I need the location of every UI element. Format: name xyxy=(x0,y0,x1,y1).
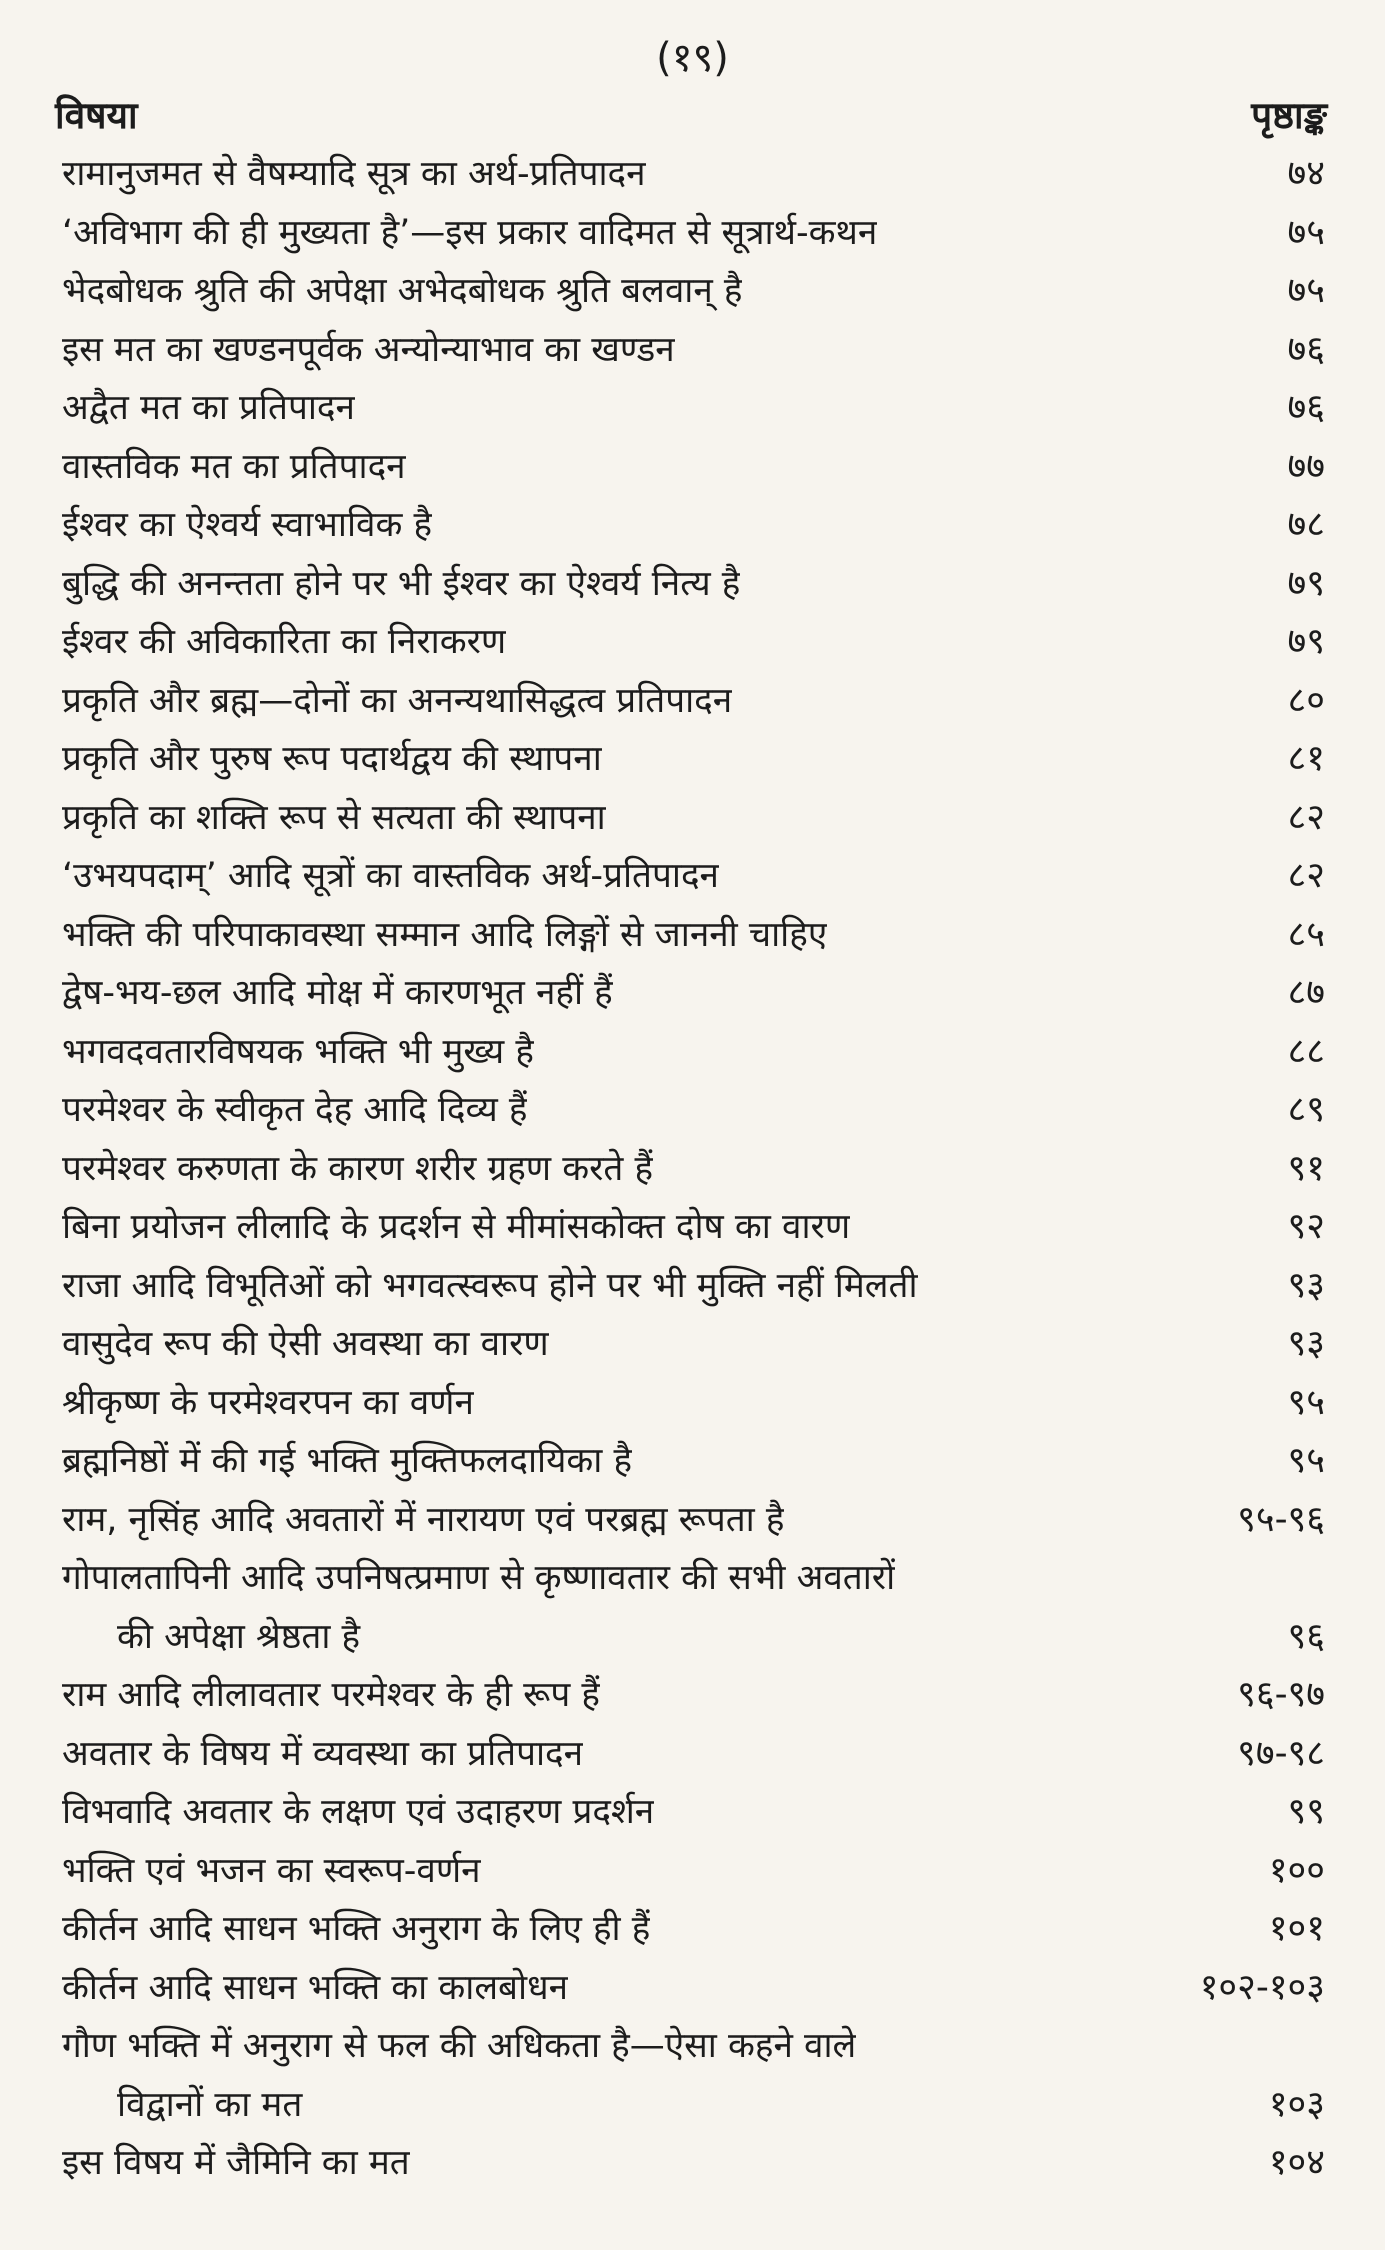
subject-column-heading: विषया xyxy=(55,94,138,137)
toc-entry-page: ७९ xyxy=(1287,621,1325,662)
toc-entry-page: ९५ xyxy=(1287,1381,1325,1423)
toc-entry-title xyxy=(62,2017,856,2134)
toc-entry xyxy=(62,730,1325,789)
toc-entry-title xyxy=(62,730,602,789)
toc-entry xyxy=(62,1198,1325,1257)
toc-entry xyxy=(62,1140,1325,1199)
toc-entry-title xyxy=(62,789,606,848)
toc-entry xyxy=(62,2134,1325,2193)
toc-entry xyxy=(62,1666,1325,1725)
toc-entry-title xyxy=(62,438,406,497)
toc-entry-title-line: ब्रह्मनिष्ठों में की गई भक्ति मुक्तिफलदायिका है xyxy=(62,1441,633,1481)
toc-entry-page: ९१ xyxy=(1287,1147,1325,1189)
toc-entry-title xyxy=(62,1725,583,1784)
toc-entry-page: ७९ xyxy=(1287,562,1325,604)
toc-entry-title xyxy=(62,1140,653,1199)
toc-entry-page: ७८ xyxy=(1287,504,1325,545)
toc-entry xyxy=(62,964,1325,1023)
toc-entry xyxy=(62,2017,1325,2134)
toc-entry xyxy=(62,438,1325,497)
toc-entry xyxy=(62,1900,1325,1959)
toc-entry xyxy=(62,906,1325,965)
toc-entry-page: ८२ xyxy=(1287,855,1325,896)
toc-entry-page: ८२ xyxy=(1287,796,1325,838)
toc-entry xyxy=(62,1257,1325,1316)
toc-entry-title-line: प्रकृति और पुरुष रूप पदार्थद्वय की स्थापना xyxy=(62,739,602,779)
toc-entry-page: ९७-९८ xyxy=(1237,1732,1325,1774)
toc-entry xyxy=(62,204,1325,263)
toc-entry-page: ९५ xyxy=(1287,1440,1325,1481)
toc-entry-title-line: राजा आदि विभूतिओं को भगवत्स्वरूप होने पर भी मुक्ति नहीं मिलती xyxy=(62,1265,918,1306)
toc-entry-title-line: ‘उभयपदाम्’ आदि सूत्रों का वास्तविक अर्थ-प्रतिपादन xyxy=(62,856,719,896)
toc-entry-title xyxy=(62,496,432,555)
toc-entry-title-line: कीर्तन आदि साधन भक्ति अनुराग के लिए ही हैं xyxy=(62,1909,651,1949)
toc-entry xyxy=(62,1725,1325,1784)
toc-entry-title xyxy=(62,2134,410,2193)
toc-entry-title xyxy=(62,613,506,672)
toc-entry-title-line: विभवादि अवतार के लक्षण एवं उदाहरण प्रदर्शन xyxy=(62,1792,655,1832)
toc-entry xyxy=(62,379,1325,438)
toc-entry-page: ८० xyxy=(1287,679,1325,721)
toc-entry-title-line: ईश्वर की अविकारिता का निराकरण xyxy=(62,622,507,662)
toc-entry xyxy=(62,262,1325,321)
toc-entry-title-line: अवतार के विषय में व्यवस्था का प्रतिपादन xyxy=(62,1733,584,1774)
toc-entry-title xyxy=(62,1257,918,1316)
toc-entry xyxy=(62,1081,1325,1140)
toc-entry-title-line: रामानुजमत से वैषम्यादि सूत्र का अर्थ-प्रतिपादन xyxy=(62,154,646,194)
toc-entry-title xyxy=(62,906,827,965)
toc-entry-title xyxy=(62,1023,534,1082)
toc-entry-title-line: भक्ति एवं भजन का स्वरूप-वर्णन xyxy=(62,1850,481,1891)
toc-entry-page: ८८ xyxy=(1287,1030,1325,1072)
toc-entry-page: ८१ xyxy=(1287,738,1325,779)
toc-entry-title xyxy=(62,1198,850,1257)
toc-entry-title-line: राम आदि लीलावतार परमेश्वर के ही रूप हैं xyxy=(62,1675,600,1715)
toc-entry-title-line: भेदबोधक श्रुति की अपेक्षा अभेदबोधक श्रुति बलवान् है xyxy=(62,271,743,311)
toc-entry-title-line: राम, नृसिंह आदि अवतारों में नारायण एवं परब्रह्म रूपता है xyxy=(62,1499,785,1540)
toc-entry-title xyxy=(62,964,613,1023)
toc-entry xyxy=(62,1783,1325,1842)
toc-entry-page: १०४ xyxy=(1268,2142,1325,2183)
toc-entry-page: ७६ xyxy=(1287,387,1325,428)
toc-entry xyxy=(62,1491,1325,1550)
toc-entry-title xyxy=(62,379,355,438)
toc-entry-title-continuation: विद्वानों का मत xyxy=(117,2084,303,2125)
toc-entry-page: ९९ xyxy=(1287,1791,1325,1832)
toc-entry-page: ९६ xyxy=(1287,1615,1325,1657)
toc-entry-page: ९२ xyxy=(1287,1206,1325,1247)
toc-entry-title xyxy=(62,847,719,906)
toc-entry-title-line: बुद्धि की अनन्तता होने पर भी ईश्वर का ऐश्वर्य नित्य है xyxy=(62,563,741,604)
toc-entry-title-line: कीर्तन आदि साधन भक्ति का कालबोधन xyxy=(62,1967,569,2008)
toc-entry-title xyxy=(62,672,732,731)
toc-entry-title-line: द्वेष-भय-छल आदि मोक्ष में कारणभूत नहीं हैं xyxy=(62,973,613,1013)
toc-entry-title xyxy=(62,321,675,380)
toc-entry-page: ७५ xyxy=(1287,211,1325,253)
toc-entry-page: ७४ xyxy=(1287,153,1325,194)
toc-entry-title xyxy=(62,1842,481,1901)
toc-entry-title xyxy=(62,1959,568,2018)
page-column-heading: पृष्ठाङ्क xyxy=(1251,94,1327,137)
toc-entry xyxy=(62,1549,1325,1666)
toc-entry-title-line: श्रीकृष्ण के परमेश्वरपन का वर्णन xyxy=(62,1382,474,1423)
toc-entry-title xyxy=(62,1315,549,1374)
toc-entry-page: ७५ xyxy=(1287,270,1325,311)
toc-entry-title xyxy=(62,1491,784,1550)
toc-header xyxy=(55,88,1327,139)
toc-entry-title-line: भक्ति की परिपाकावस्था सम्मान आदि लिङ्गों से जाननी चाहिए xyxy=(62,914,828,955)
toc-entry xyxy=(62,1023,1325,1082)
toc-entry-title-line: बिना प्रयोजन लीलादि के प्रदर्शन से मीमांसकोक्त दोष का वारण xyxy=(62,1207,851,1247)
toc-entry xyxy=(62,789,1325,848)
toc-entry-title xyxy=(62,1900,650,1959)
toc-entry-title-line: अद्वैत मत का प्रतिपादन xyxy=(62,388,355,428)
toc-entry-page: ८७ xyxy=(1287,972,1325,1013)
toc-entry-title-line: इस विषय में जैमिनि का मत xyxy=(62,2143,410,2183)
table-of-contents xyxy=(62,145,1325,2193)
toc-entry-title-line: वास्तविक मत का प्रतिपादन xyxy=(62,446,406,487)
toc-entry-page: ८५ xyxy=(1287,913,1325,955)
toc-entry-page: ९३ xyxy=(1287,1323,1325,1364)
toc-entry xyxy=(62,1374,1325,1433)
toc-entry-title-line: इस मत का खण्डनपूर्वक अन्योन्याभाव का खण्डन xyxy=(62,329,675,370)
toc-entry-title-line: प्रकृति का शक्ति रूप से सत्यता की स्थापना xyxy=(62,797,606,838)
toc-entry-title xyxy=(62,1549,895,1666)
toc-entry-title xyxy=(62,1374,474,1433)
page-number: (१९) xyxy=(656,35,729,81)
toc-entry xyxy=(62,1842,1325,1901)
toc-entry-page: ९५-९६ xyxy=(1237,1498,1325,1540)
toc-entry xyxy=(62,555,1325,614)
toc-entry-title xyxy=(62,145,646,204)
toc-entry-title xyxy=(62,1666,600,1725)
toc-entry-title xyxy=(62,1783,654,1842)
toc-entry xyxy=(62,1315,1325,1374)
toc-entry-page: ८९ xyxy=(1287,1089,1325,1130)
toc-entry-title-line: प्रकृति और ब्रह्म—दोनों का अनन्यथासिद्धत्व प्रतिपादन xyxy=(62,680,733,721)
toc-entry xyxy=(62,672,1325,731)
toc-entry xyxy=(62,1959,1325,2018)
toc-entry-title-line: वासुदेव रूप की ऐसी अवस्था का वारण xyxy=(62,1324,549,1364)
toc-entry-page: १०१ xyxy=(1268,1908,1325,1949)
toc-entry-page: १०३ xyxy=(1268,2083,1325,2125)
toc-entry-title-continuation: की अपेक्षा श्रेष्ठता है xyxy=(117,1616,361,1657)
toc-entry xyxy=(62,145,1325,204)
toc-entry xyxy=(62,1432,1325,1491)
toc-entry-title xyxy=(62,1432,632,1491)
toc-entry xyxy=(62,321,1325,380)
toc-entry-title-line: ‘अविभाग की ही मुख्यता है’—इस प्रकार वादिमत से सूत्रार्थ-कथन xyxy=(62,212,878,253)
toc-entry-page: ९३ xyxy=(1287,1264,1325,1306)
toc-entry-page: १०२-१०३ xyxy=(1199,1966,1325,2008)
toc-entry-page: ७६ xyxy=(1287,328,1325,370)
toc-entry-title-line: गौण भक्ति में अनुराग से फल की अधिकता है—ऐसा कहने वाले xyxy=(62,2026,857,2066)
toc-entry-title xyxy=(62,262,742,321)
toc-entry xyxy=(62,613,1325,672)
toc-entry-title-line: भगवदवतारविषयक भक्ति भी मुख्य है xyxy=(62,1031,534,1072)
toc-entry xyxy=(62,496,1325,555)
toc-entry-page: ७७ xyxy=(1287,445,1325,487)
toc-entry-title-line: परमेश्वर करुणता के कारण शरीर ग्रहण करते हैं xyxy=(62,1148,654,1189)
toc-entry-title xyxy=(62,204,877,263)
toc-entry-page: १०० xyxy=(1268,1849,1325,1891)
toc-entry-page: ९६-९७ xyxy=(1237,1674,1325,1715)
toc-entry-title-line: परमेश्वर के स्वीकृत देह आदि दिव्य हैं xyxy=(62,1090,528,1130)
toc-entry-title xyxy=(62,555,740,614)
toc-entry xyxy=(62,847,1325,906)
toc-entry-title-line: ईश्वर का ऐश्वर्य स्वाभाविक है xyxy=(62,505,433,545)
toc-entry-title-line: गोपालतापिनी आदि उपनिषत्प्रमाण से कृष्णावतार की सभी अवतारों xyxy=(62,1558,896,1598)
toc-entry-title xyxy=(62,1081,527,1140)
